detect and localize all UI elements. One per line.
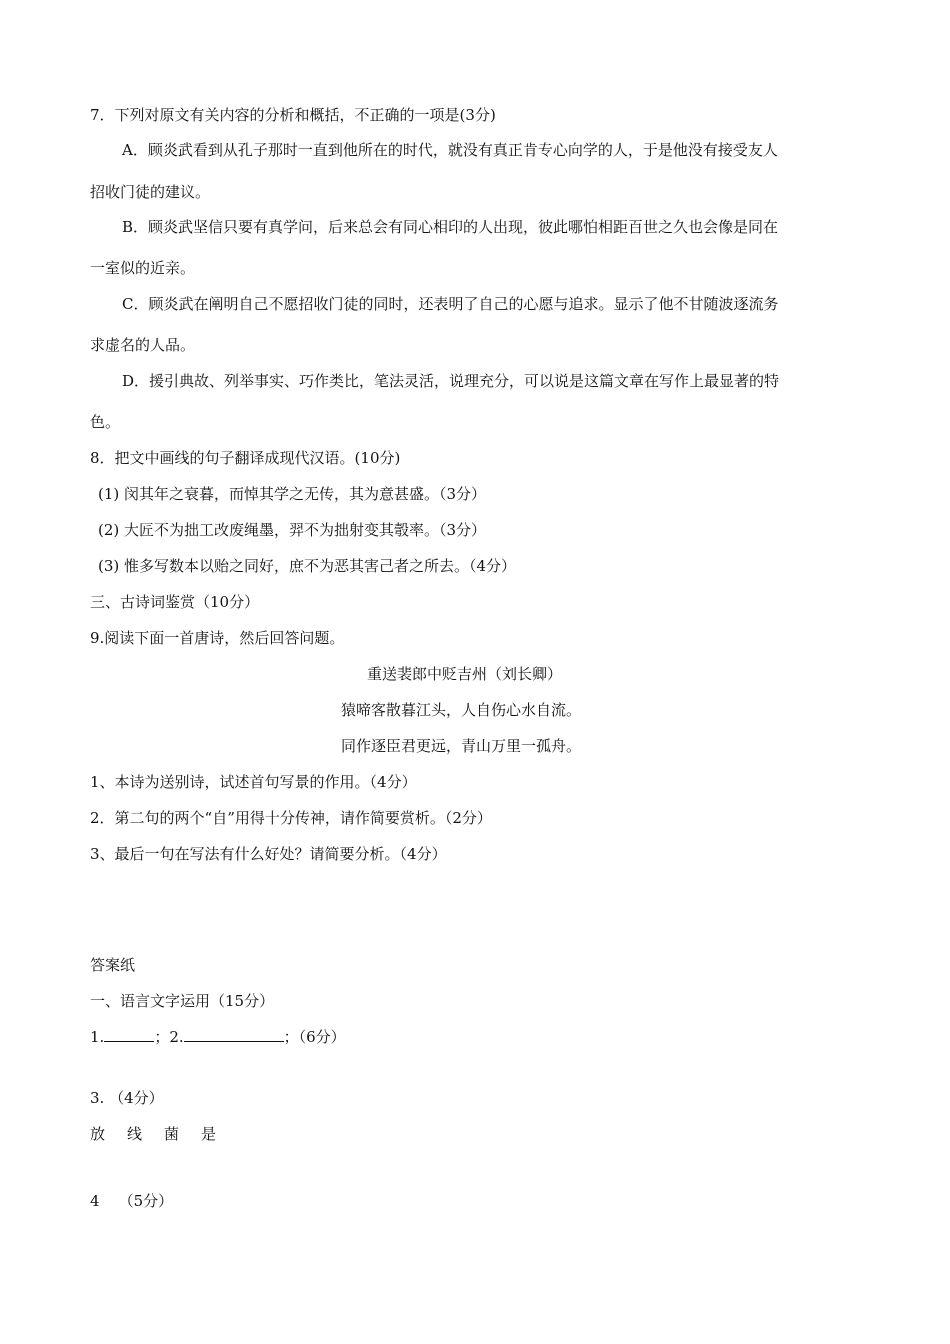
q7-option-c-line1: C．顾炎武在阐明自己不愿招收门徒的同时，还表明了自己的心愿与追求。显示了他不甘随波逐流务 [122, 295, 779, 313]
q7-option-d-line2: 色。 [90, 413, 121, 431]
q8-sentence-1: (1) 闵其年之衰暮，而悼其学之无传，其为意甚盛。（3分） [98, 485, 487, 503]
word-3: 菌 [164, 1125, 180, 1143]
word-1: 放 [90, 1125, 106, 1143]
q1-label: 1. [90, 1028, 105, 1046]
q9-stem: 9.阅读下面一首唐诗，然后回答问题。 [90, 629, 345, 647]
q9-sub-question-1: 1、本诗为送别诗，试述首句写景的作用。（4分） [90, 773, 417, 791]
word-4: 是 [201, 1125, 217, 1143]
poem-line-1: 猿啼客散暮江头，人自伤心水自流。 [341, 701, 582, 719]
answer-q3-label: 3. （4分） [90, 1089, 164, 1107]
section-3-heading: 三、古诗词鉴赏（10分） [90, 593, 260, 611]
q7-option-a-line1: A．顾炎武看到从孔子那时一直到他所在的时代，就没有真正肯专心向学的人，于是他没有接受友人 [122, 141, 778, 159]
word-2: 线 [127, 1125, 143, 1143]
q7-option-c-line2: 求虚名的人品。 [90, 336, 196, 354]
q2-label: ；2. [154, 1028, 184, 1046]
q8-stem: 8．把文中画线的句子翻译成现代汉语。(10分) [90, 449, 401, 467]
q9-sub-question-3: 3、最后一句在写法有什么好处？请简要分析。（4分） [90, 845, 447, 863]
q8-sentence-3: (3) 惟多写数本以贻之同好，庶不为恶其害己者之所去。（4分） [98, 557, 517, 575]
poem-title: 重送裴郎中贬吉州（刘长卿） [367, 665, 563, 683]
poem-line-2: 同作逐臣君更远，青山万里一孤舟。 [341, 737, 582, 755]
q1-answer-blank[interactable] [104, 1027, 154, 1042]
q7-option-b-line1: B．顾炎武坚信只要有真学问，后来总会有同心相印的人出现，彼此哪怕相距百世之久也会像是同在 [122, 218, 779, 236]
q7-option-d-line1: D．援引典故、列举事实、巧作类比，笔法灵活，说理充分，可以说是这篇文章在写作上最显著的特 [122, 372, 780, 390]
q2-answer-blank[interactable] [184, 1027, 284, 1042]
q7-stem: 7．下列对原文有关内容的分析和概括，不正确的一项是(3分) [90, 106, 496, 124]
answer-q3-words [90, 1123, 238, 1144]
answer-sheet-title: 答案纸 [90, 956, 136, 974]
q12-points: ；（6分） [283, 1028, 346, 1046]
q9-sub-question-2: 2．第二句的两个“自”用得十分传神，请作简要赏析。（2分） [90, 809, 492, 827]
answer-q1-q2-line [90, 1026, 346, 1047]
answer-q4-label: 4 （5分） [90, 1192, 174, 1210]
q8-sentence-2: (2) 大匠不为拙工改废绳墨，羿不为拙射变其彀率。（3分） [98, 521, 487, 539]
answer-section-1-heading: 一、语言文字运用（15分） [90, 992, 275, 1010]
q7-option-b-line2: 一室似的近亲。 [90, 259, 196, 277]
q7-option-a-line2: 招收门徒的建议。 [90, 183, 211, 201]
